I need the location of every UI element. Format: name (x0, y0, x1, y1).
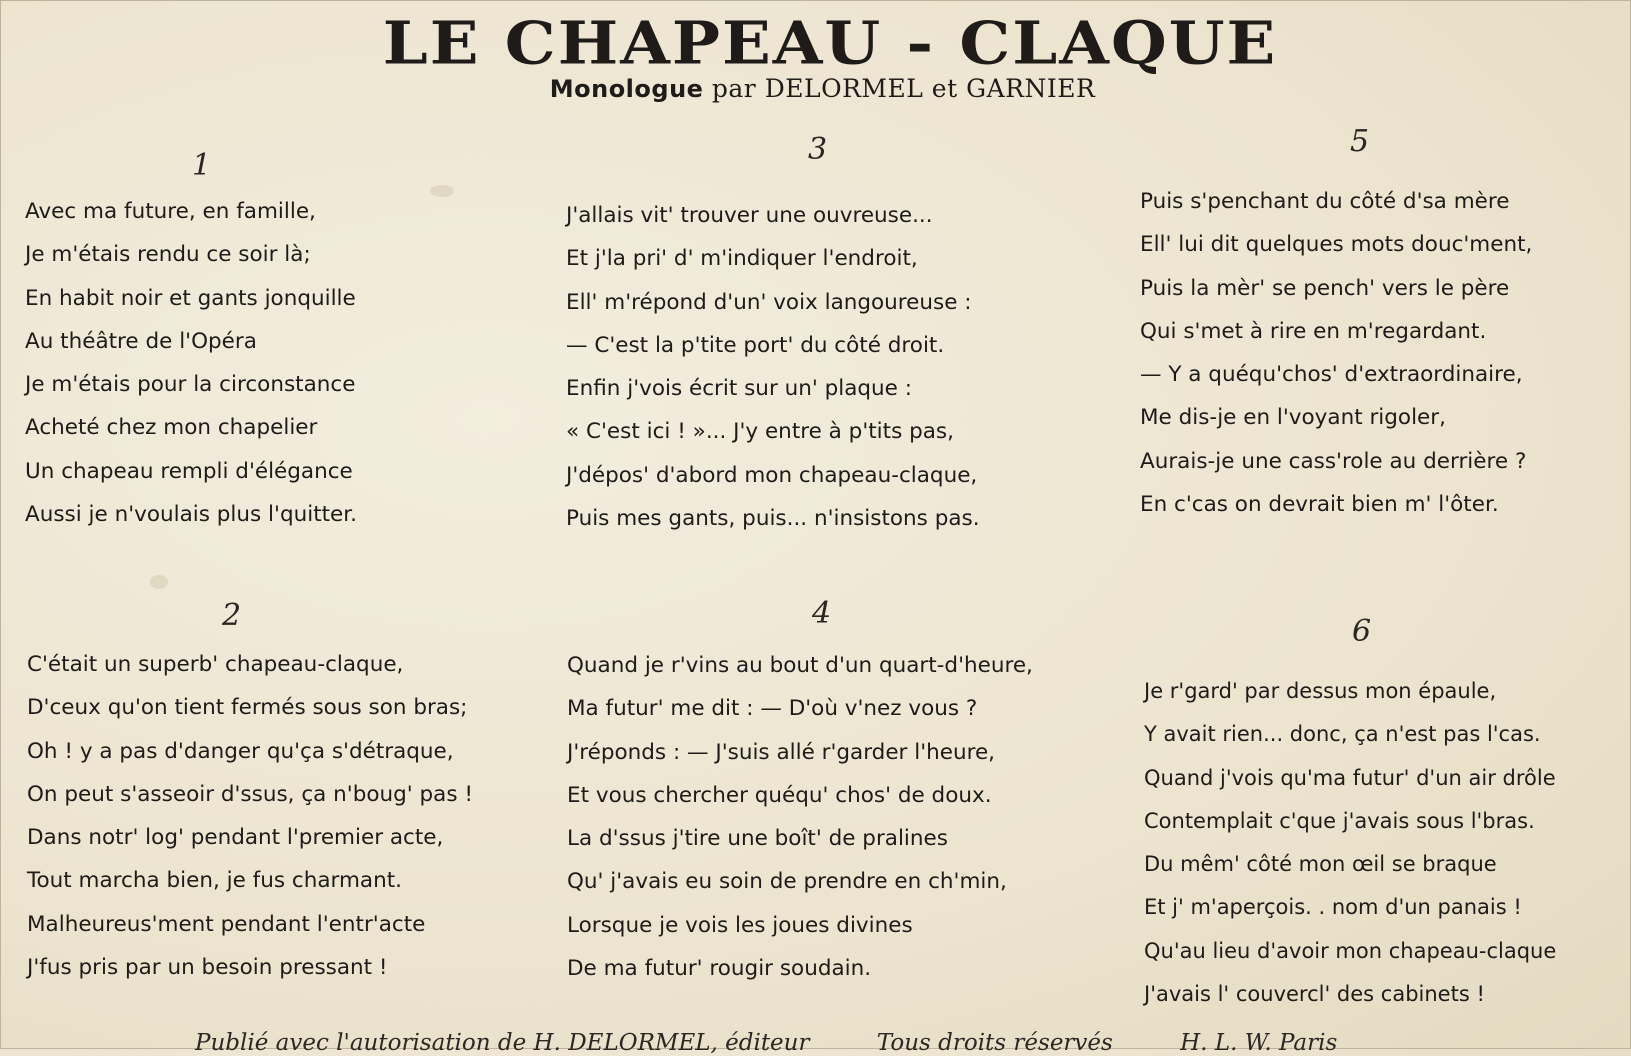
stanza-number: 3 (808, 132, 828, 167)
verse-line: De ma futur' rougir soudain. (567, 956, 872, 982)
verse-line: Et vous chercher quéqu' chos' de doux. (567, 782, 992, 808)
verse-line: En c'cas on devrait bien m' l'ôter. (1140, 492, 1499, 518)
verse-line: Tout marcha bien, je fus charmant. (27, 868, 402, 894)
verse-line: La d'ssus j'tire une boît' de pralines (567, 826, 948, 852)
verse-line: Aussi je n'voulais plus l'quitter. (25, 502, 357, 528)
verse-line: — C'est la p'tite port' du côté droit. (566, 332, 945, 358)
verse-line: Je m'étais pour la circonstance (25, 372, 356, 398)
verse-line: Et j' m'aperçois. . nom d'un panais ! (1144, 895, 1522, 920)
subtitle-genre: Monologue (549, 75, 704, 103)
stanza-3 (566, 194, 980, 540)
verse-line: Au théâtre de l'Opéra (25, 328, 257, 354)
verse-line: Aurais-je une cass'role au derrière ? (1140, 448, 1527, 474)
verse-line: Me dis-je en l'voyant rigoler, (1140, 405, 1446, 431)
stanza-1 (25, 190, 357, 536)
verse-line: Ell' lui dit quelques mots douc'ment, (1140, 232, 1533, 258)
verse-line: Je m'étais rendu ce soir là; (25, 242, 311, 268)
verse-line: Acheté chez mon chapelier (25, 415, 318, 441)
verse-line: En habit noir et gants jonquille (25, 285, 356, 311)
stanza-number: 2 (222, 598, 242, 633)
verse-line: On peut s'asseoir d'ssus, ça n'boug' pas ! (27, 781, 473, 807)
stanza-number: 5 (1350, 124, 1370, 159)
stanza-4 (567, 644, 1033, 990)
verse-line: « C'est ici ! »... J'y entre à p'tits pas, (566, 419, 954, 445)
verse-line: J'fus pris par un besoin pressant ! (27, 955, 388, 981)
stanza-number: 1 (192, 148, 212, 183)
verse-line: Dans notr' log' pendant l'premier acte, (27, 825, 444, 851)
verse-line: Malheureus'ment pendant l'entr'acte (27, 911, 426, 937)
verse-line: C'était un superb' chapeau-claque, (27, 652, 404, 677)
footer-printer: H. L. W. Paris (1180, 1030, 1338, 1056)
verse-line: Qu' j'avais eu soin de prendre en ch'min, (567, 869, 1007, 895)
verse-line: Un chapeau rempli d'élégance (25, 458, 353, 484)
verse-line: Je r'gard' par dessus mon épaule, (1144, 679, 1497, 703)
verse-line: Quand je r'vins au bout d'un quart-d'heure, (567, 653, 1033, 678)
verse-line: Puis s'penchant du côté d'sa mère (1140, 189, 1510, 214)
verse-line: Avec ma future, en famille, (25, 199, 316, 224)
verse-line: Ma futur' me dit : — D'où v'nez vous ? (567, 696, 978, 722)
stanza-2 (27, 643, 473, 989)
paper-stain (430, 185, 454, 197)
verse-line: Du mêm' côté mon œil se braque (1144, 852, 1497, 877)
verse-line: Lorsque je vois les joues divines (567, 912, 913, 938)
stanza-5 (1140, 180, 1532, 526)
stanza-number: 6 (1352, 614, 1372, 649)
verse-line: Enfin j'vois écrit sur un' plaque : (566, 376, 912, 402)
stanza-number: 4 (812, 596, 832, 631)
verse-line: Et j'la pri' d' m'indiquer l'endroit, (566, 246, 918, 272)
verse-line: Puis mes gants, puis... n'insistons pas. (566, 506, 980, 532)
verse-line: J'réponds : — J'suis allé r'garder l'heure, (567, 739, 996, 765)
verse-line: Ell' m'répond d'un' voix langoureuse : (566, 289, 972, 315)
verse-line: D'ceux qu'on tient fermés sous son bras; (27, 695, 468, 721)
paper-stain (150, 575, 168, 589)
verse-line: Oh ! y a pas d'danger qu'ça s'détraque, (27, 738, 454, 764)
verse-line: Puis la mèr' se pench' vers le père (1140, 275, 1510, 301)
subtitle (200, 74, 1445, 103)
verse-line: — Y a quéqu'chos' d'extraordinaire, (1140, 362, 1523, 388)
verse-line: J'allais vit' trouver une ouvreuse... (566, 203, 933, 228)
footer (195, 1030, 1455, 1056)
verse-line: Qu'au lieu d'avoir mon chapeau-claque (1144, 938, 1557, 963)
verse-line: J'dépos' d'abord mon chapeau-claque, (566, 462, 978, 488)
subtitle-authors: par DELORMEL et GARNIER (711, 74, 1096, 103)
verse-line: Qui s'met à rire en m'regardant. (1140, 318, 1487, 344)
page-title: LE CHAPEAU - CLAQUE (382, 9, 1278, 78)
verse-line: Y avait rien... donc, ça n'est pas l'cas. (1144, 722, 1541, 747)
footer-publisher: Publié avec l'autorisation de H. DELORMEL, éditeur (195, 1030, 810, 1056)
stanza-6 (1144, 670, 1556, 1016)
verse-line: J'avais l' couvercl' des cabinets ! (1144, 982, 1485, 1007)
verse-line: Contemplait c'que j'avais sous l'bras. (1144, 808, 1535, 833)
footer-rights: Tous droits réservés (876, 1030, 1113, 1056)
verse-line: Quand j'vois qu'ma futur' d'un air drôle (1144, 765, 1556, 790)
